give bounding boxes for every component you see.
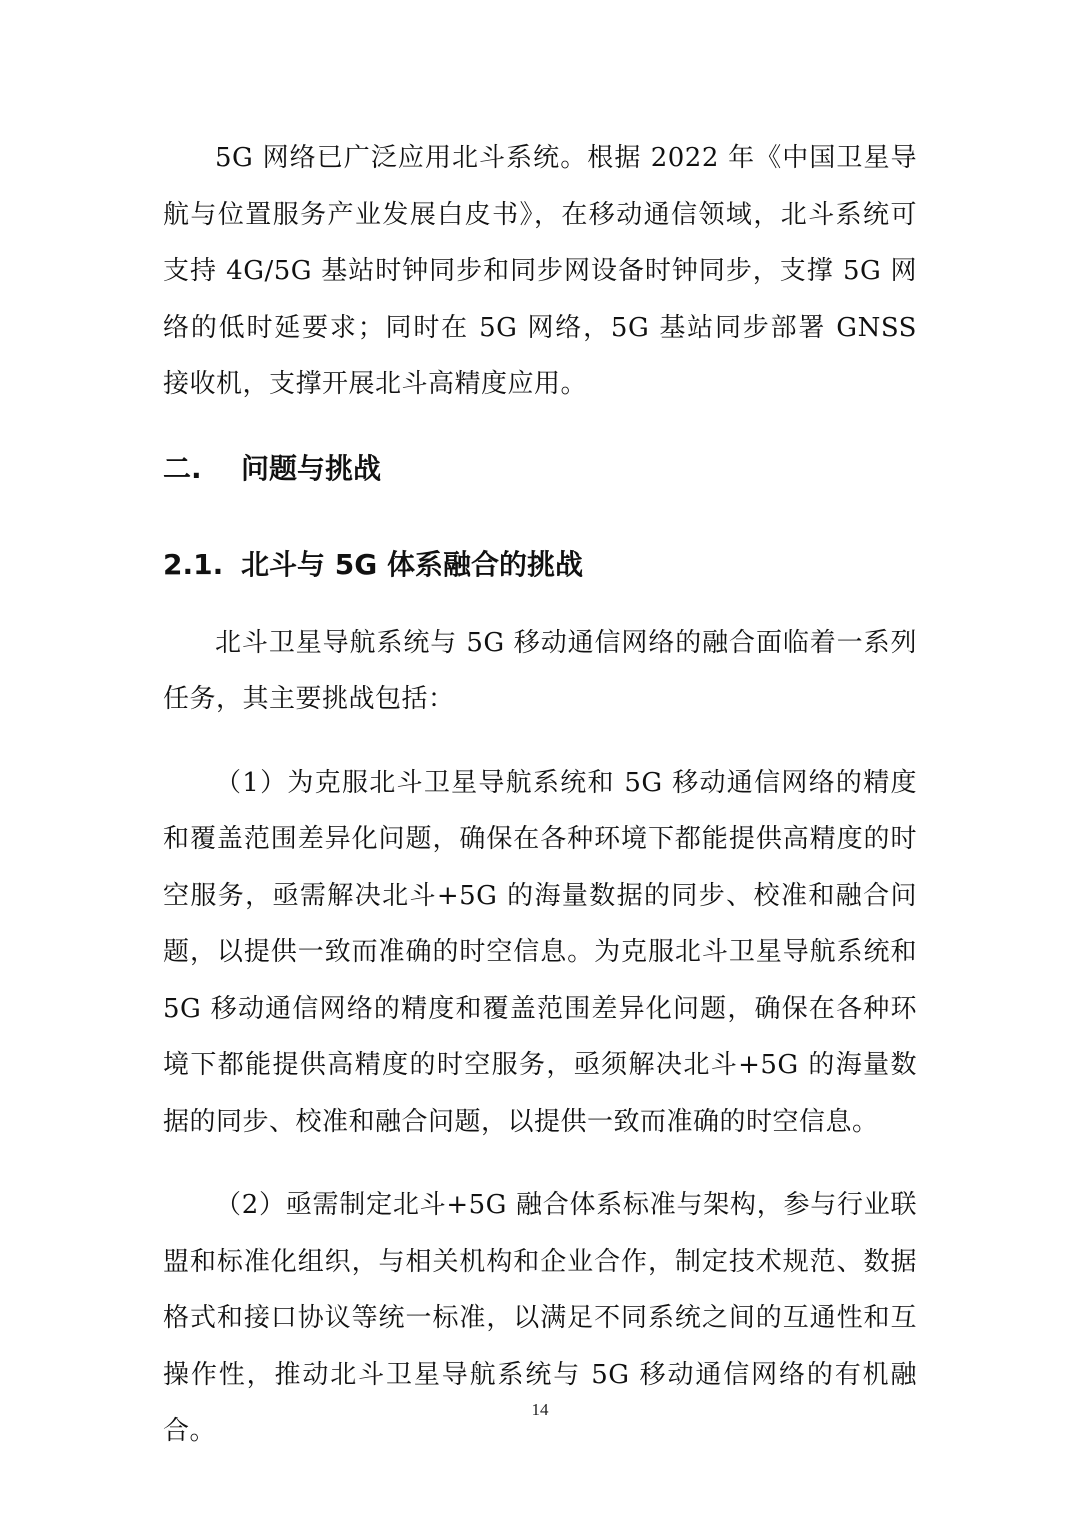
- paragraph-item-2: （2）亟需制定北斗+5G 融合体系标准与架构，参与行业联盟和标准化组织，与相关机构和企业合作，制定技术规范、数据格式和接口协议等统一标准，以满足不同系统之间的互通性和互操作性，推动北斗卫星导航系统与 5G 移动通信网络的有机融合。: [163, 1190, 917, 1446]
- section-number: 二.: [163, 451, 202, 485]
- subsection-number: 2.1.: [163, 547, 224, 581]
- section-heading: [163, 449, 917, 489]
- page-number: 14: [531, 1400, 549, 1419]
- subsection-title: 北斗与 5G 体系融合的挑战: [241, 547, 583, 581]
- subsection-heading: [163, 545, 917, 585]
- paragraph-intro: 5G 网络已广泛应用北斗系统。根据 2022 年《中国卫星导航与位置服务产业发展白皮书》，在移动通信领域，北斗系统可支持 4G/5G 基站时钟同步和同步网设备时钟同步，支撑 5G 网络的低时延要求；同时在 5G 网络，5G 基站同步部署 GNSS 接收机，支撑开展北斗高精度应用。: [163, 143, 917, 399]
- page-content: [163, 130, 917, 1460]
- paragraph-challenges-intro: 北斗卫星导航系统与 5G 移动通信网络的融合面临着一系列任务，其主要挑战包括：: [163, 627, 917, 714]
- paragraph-item-1: （1）为克服北斗卫星导航系统和 5G 移动通信网络的精度和覆盖范围差异化问题，确保在各种环境下都能提供高精度的时空服务，亟需解决北斗+5G 的海量数据的同步、校准和融合问题，以提供一致而准确的时空信息。为克服北斗卫星导航系统和 5G 移动通信网络的精度和覆盖范围差异化问题，确保在各种环境下都能提供高精度的时空服务，亟须解决北斗+5G 的海量数据的同步、校准和融合问题，以提供一致而准确的时空信息。: [163, 767, 917, 1137]
- section-title: 问题与挑战: [241, 451, 382, 485]
